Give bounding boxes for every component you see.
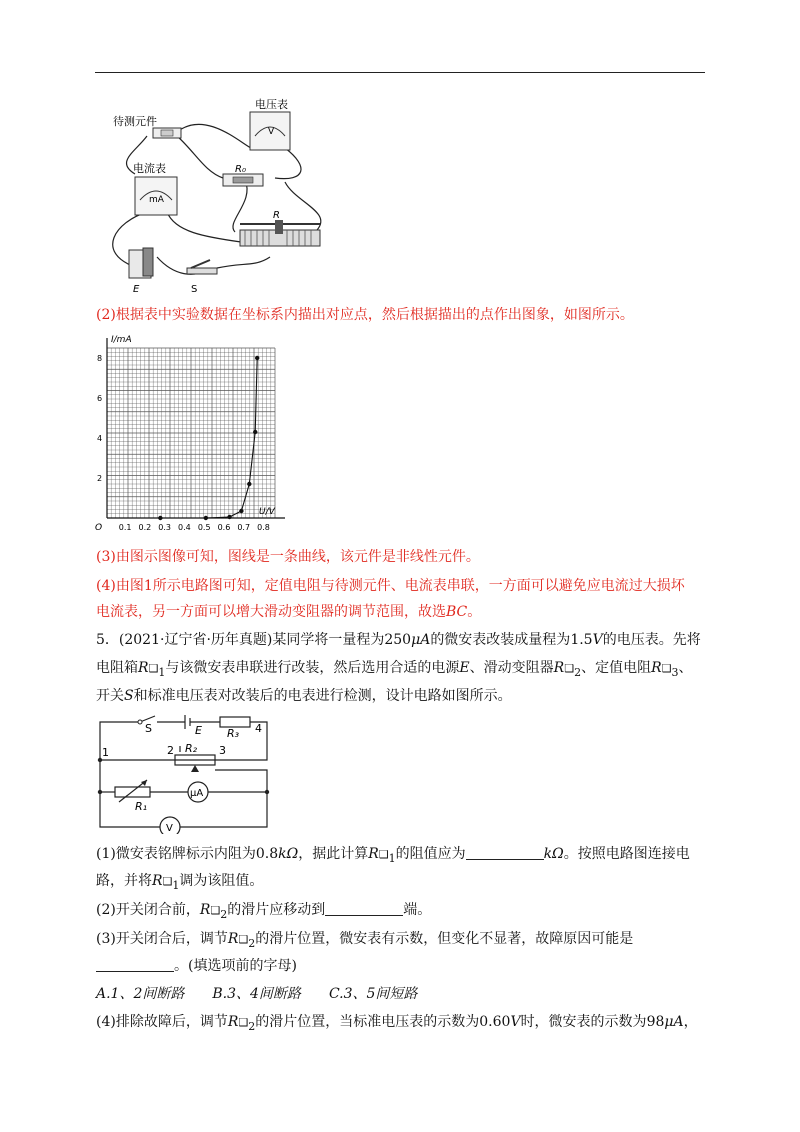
sub-2: (2)开关闭合前，$R❑_2$的滑片应移动到 端。 — [96, 902, 432, 921]
x-tick-label: 0.3 — [158, 523, 172, 532]
svg-text:R₁: R₁ — [135, 800, 148, 813]
x-tick-label: 0.6 — [217, 523, 231, 532]
data-point — [158, 516, 162, 520]
sub-4: (4)排除故障后，调节$R❑_2$的滑片位置，当标准电压表的示数为0.60V时，微安表的示数为98μA， — [96, 1014, 698, 1033]
x-tick-label: 0.5 — [197, 523, 211, 532]
x-tick-label: 0.4 — [178, 523, 191, 532]
x-tick-label: 0.1 — [118, 523, 132, 532]
data-point — [227, 515, 231, 519]
q5-line3: 开关S和标准电压表对改装后的电表进行检测，设计电路如图所示。 — [96, 688, 512, 704]
svg-text:2: 2 — [167, 744, 174, 757]
r-label: R — [273, 210, 280, 221]
svg-text:V: V — [268, 127, 275, 137]
data-point — [239, 509, 243, 513]
sub-3-line2: 。(填选项前的字母) — [96, 956, 297, 976]
svg-text:S: S — [145, 722, 152, 735]
y-tick-label: 2 — [97, 474, 103, 483]
s-label: S — [191, 284, 198, 295]
answer-3: (3)由图示图像可知，图线是一条曲线，该元件是非线性元件。 — [96, 549, 480, 565]
options: A.1、2间断路 B.3、4间断路 C.3、5间短路 — [96, 986, 418, 1002]
answer-2: (2)根据表中实验数据在坐标系内描出对应点，然后根据描出的点作出图象，如图所示。 — [96, 307, 634, 323]
data-point — [253, 430, 257, 434]
y-tick-label: 4 — [97, 434, 103, 443]
answer-4-line2: 电流表，另一方面可以增大滑动变阻器的调节范围，故选BC。 — [96, 604, 482, 620]
answer-blank-3[interactable] — [96, 957, 174, 972]
x-tick-label: 0.8 — [257, 523, 270, 532]
sub-1-line1: (1)微安表铭牌标示内阻为0.8kΩ，据此计算$R❑_1$的阻值应为 kΩ。按照电路图连接电 — [96, 846, 690, 865]
sub-1-line2: 路，并将$R❑_1$调为该阻值。 — [96, 873, 264, 892]
sub-3-line1: (3)开关闭合后，调节$R❑_2$的滑片位置，微安表有示数，但变化不显著，故障原因可能是 — [96, 931, 634, 950]
svg-text:4: 4 — [255, 722, 262, 735]
data-point — [255, 356, 259, 360]
x-axis-label: U/V — [259, 507, 275, 517]
svg-text:V: V — [166, 823, 173, 834]
r0-label: R₀ — [235, 164, 246, 175]
svg-text:R₃: R₃ — [227, 727, 240, 740]
header-rule — [95, 72, 705, 73]
svg-text:R₂: R₂ — [185, 742, 198, 755]
svg-text:3: 3 — [219, 744, 226, 757]
ammeter-label: 电流表 — [133, 162, 166, 175]
answer-4-line1: (4)由图1所示电路图可知，定值电阻与待测元件、电流表串联，一方面可以避免应电流过大损坏 — [96, 578, 685, 594]
circuit-diagram — [95, 712, 275, 834]
origin-label: O — [95, 523, 103, 533]
svg-text:1: 1 — [102, 746, 109, 759]
y-tick-label: 8 — [97, 354, 103, 363]
data-point — [247, 482, 251, 486]
q5-line1: 5．(2021·辽宁省·历年真题)某同学将一量程为250μA的微安表改装成量程为1.5V的电压表。先将 — [96, 632, 701, 648]
q5-line2: 电阻箱$R❑_1$与该微安表串联进行改装，然后选用合适的电源E、滑动变阻器$R❑_2$、定值电阻$R❑_3$、 — [96, 660, 693, 679]
svg-text:mA: mA — [149, 195, 164, 205]
y-axis-label: I/mA — [111, 335, 132, 345]
answer-blank-1[interactable] — [466, 845, 544, 860]
answer-blank-2[interactable] — [325, 901, 403, 916]
x-tick-label: 0.7 — [237, 523, 251, 532]
voltmeter-label: 电压表 — [255, 98, 288, 111]
iu-chart — [95, 330, 295, 535]
svg-text:E: E — [195, 724, 202, 737]
svg-text:μA: μA — [190, 788, 204, 799]
apparatus-figure — [95, 92, 335, 297]
e-label: E — [133, 284, 140, 295]
dut-label: 待测元件 — [113, 115, 157, 128]
y-tick-label: 6 — [97, 394, 103, 403]
data-point — [204, 516, 208, 520]
x-tick-label: 0.2 — [138, 523, 152, 532]
